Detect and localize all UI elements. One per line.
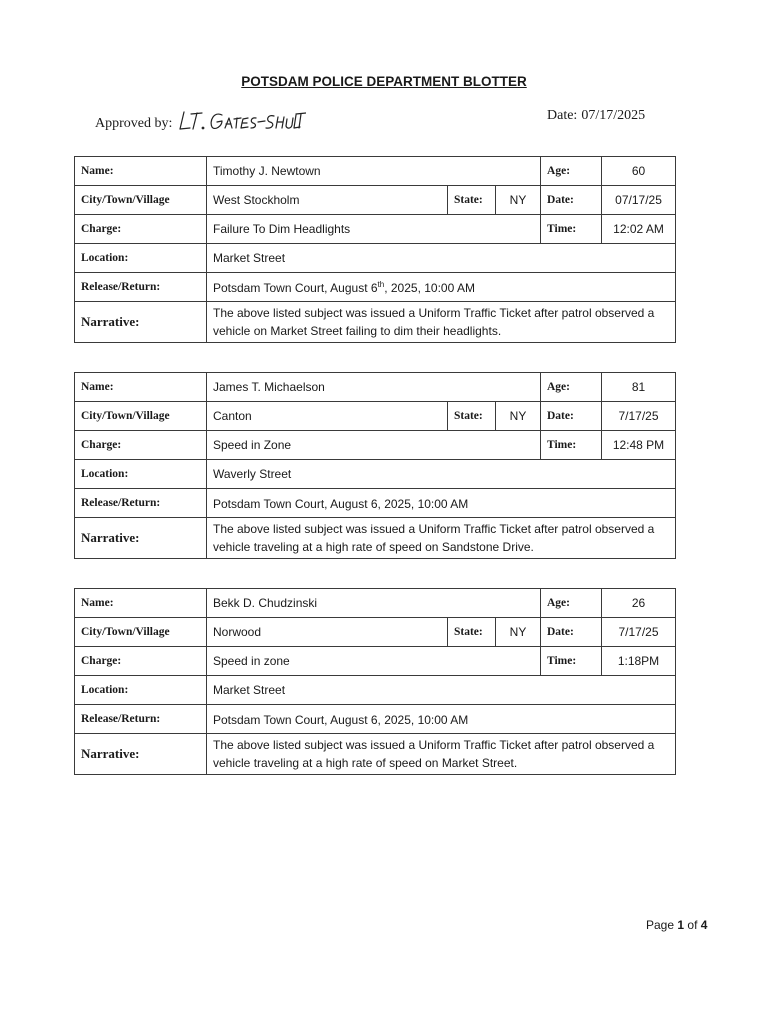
release-text: Potsdam Town Court, August 6, 2025, 10:00 AM	[213, 496, 469, 511]
page-number	[646, 918, 707, 932]
approved-by-label: Approved by:	[95, 116, 173, 131]
subject-city: Canton	[207, 402, 448, 431]
page-current: 1	[677, 918, 685, 932]
location-label: Location:	[75, 460, 207, 489]
blotter-record	[74, 156, 676, 343]
date-label: Date:	[541, 618, 602, 647]
incident-time: 12:02 AM	[602, 215, 676, 244]
release-value	[207, 705, 676, 734]
name-label: Name:	[75, 589, 207, 618]
city-label: City/Town/Village	[75, 186, 207, 215]
release-label: Release/Return:	[75, 705, 207, 734]
release-text: Potsdam Town Court, August 6	[213, 280, 378, 295]
subject-name: James T. Michaelson	[207, 373, 541, 402]
release-value	[207, 489, 676, 518]
release-label: Release/Return:	[75, 489, 207, 518]
name-label: Name:	[75, 373, 207, 402]
narrative-label: Narrative:	[75, 518, 207, 559]
state-label: State:	[448, 186, 496, 215]
charge-value: Speed in Zone	[207, 431, 541, 460]
subject-age: 81	[602, 373, 676, 402]
time-label: Time:	[541, 431, 602, 460]
incident-time: 1:18PM	[602, 647, 676, 676]
incident-date: 07/17/25	[602, 186, 676, 215]
name-label: Name:	[75, 157, 207, 186]
subject-name: Bekk D. Chudzinski	[207, 589, 541, 618]
approved-by	[95, 108, 306, 132]
narrative-text: The above listed subject was issued a Uniform Traffic Ticket after patrol observed a vehicle traveling at a high rate of speed on Market Street.	[207, 734, 676, 775]
narrative-label: Narrative:	[75, 734, 207, 775]
release-text-rest: , 2025, 10:00 AM	[384, 280, 475, 295]
location-label: Location:	[75, 244, 207, 273]
location-value: Market Street	[207, 244, 676, 273]
location-value: Waverly Street	[207, 460, 676, 489]
release-label: Release/Return:	[75, 273, 207, 302]
subject-city: Norwood	[207, 618, 448, 647]
subject-state: NY	[496, 402, 541, 431]
age-label: Age:	[541, 589, 602, 618]
date-label: Date:	[541, 402, 602, 431]
charge-value: Failure To Dim Headlights	[207, 215, 541, 244]
city-label: City/Town/Village	[75, 618, 207, 647]
signature-image	[178, 108, 306, 132]
state-label: State:	[448, 402, 496, 431]
subject-age: 26	[602, 589, 676, 618]
narrative-label: Narrative:	[75, 302, 207, 343]
city-label: City/Town/Village	[75, 402, 207, 431]
document-date-value: 07/17/2025	[581, 108, 646, 123]
age-label: Age:	[541, 373, 602, 402]
date-label: Date:	[541, 186, 602, 215]
time-label: Time:	[541, 647, 602, 676]
age-label: Age:	[541, 157, 602, 186]
incident-date: 7/17/25	[602, 402, 676, 431]
subject-state: NY	[496, 186, 541, 215]
page-title: POTSDAM POLICE DEPARTMENT BLOTTER	[241, 74, 527, 89]
document-date-label: Date:	[547, 108, 578, 123]
narrative-text: The above listed subject was issued a Uniform Traffic Ticket after patrol observed a vehicle traveling at a high rate of speed on Sandstone Drive.	[207, 518, 676, 559]
blotter-record	[74, 588, 676, 775]
time-label: Time:	[541, 215, 602, 244]
release-ordinal: th	[377, 279, 385, 289]
charge-value: Speed in zone	[207, 647, 541, 676]
release-text: Potsdam Town Court, August 6, 2025, 10:00 AM	[213, 712, 469, 727]
charge-label: Charge:	[75, 431, 207, 460]
subject-city: West Stockholm	[207, 186, 448, 215]
narrative-text: The above listed subject was issued a Uniform Traffic Ticket after patrol observed a vehicle on Market Street failing to dim their headlights.	[207, 302, 676, 343]
location-value: Market Street	[207, 676, 676, 705]
subject-age: 60	[602, 157, 676, 186]
charge-label: Charge:	[75, 647, 207, 676]
subject-name: Timothy J. Newtown	[207, 157, 541, 186]
blotter-record	[74, 372, 676, 559]
document-date	[547, 108, 645, 124]
page-label: Page	[646, 918, 675, 932]
incident-time: 12:48 PM	[602, 431, 676, 460]
page-total: 4	[700, 918, 708, 932]
location-label: Location:	[75, 676, 207, 705]
state-label: State:	[448, 618, 496, 647]
incident-date: 7/17/25	[602, 618, 676, 647]
charge-label: Charge:	[75, 215, 207, 244]
page-of: of	[687, 918, 698, 932]
subject-state: NY	[496, 618, 541, 647]
release-value	[207, 273, 676, 302]
